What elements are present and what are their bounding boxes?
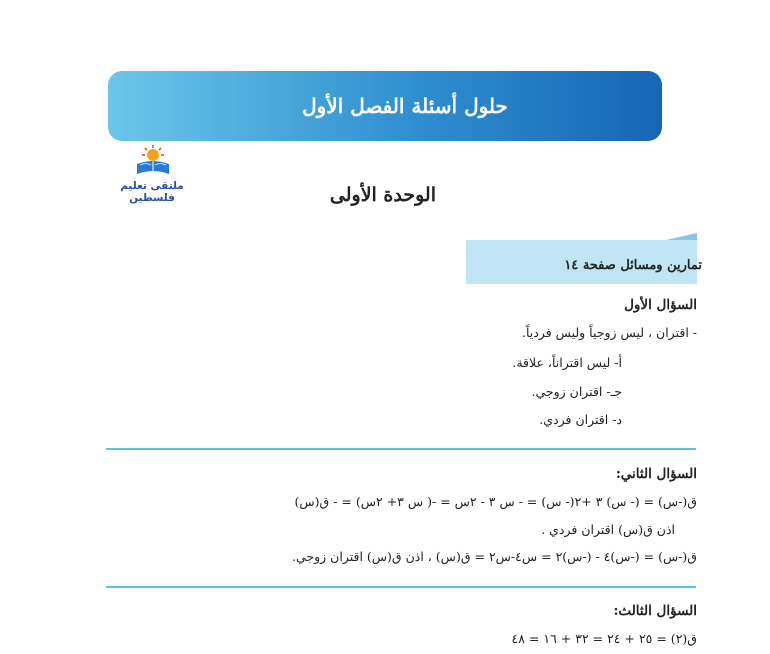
question-3-title: السؤال الثالث: [613,603,697,619]
question-1-title: السؤال الأول [624,297,697,313]
book-sun-icon [134,144,172,178]
section-divider [106,586,696,588]
question-3-line: ق(٢) = ٢٥ + ٢٤ = ٣٢ + ١٦ = ٤٨ [511,631,697,646]
question-2-line: ق(-س) = (- س) ٣ +٢(- س) = - س ٣ - ٢س = -( س ٣+ ٢س) = - ق(س) [294,494,697,509]
chapter-banner [108,71,662,141]
question-1-line: د- اقتران فردي. [539,412,622,427]
section-divider [106,448,696,450]
question-1-line: جـ- اقتران زوجي. [531,384,622,399]
exercise-box-fold [666,233,697,240]
chapter-title: حلول أسئلة الفصل الأول [302,94,508,118]
question-2-line: ق(-س) = (-س)٤ - (-س)٢ = س٤-س٢ = ق(س) ، اذن ق(س) اقتران زوجي. [292,549,697,564]
logo-text: ملتقى تعليم فلسطين [120,180,184,204]
unit-title: الوحدة الأولى [329,184,436,206]
question-1-line: أ- ليس اقتراناً، علاقة. [512,355,622,370]
site-logo [100,142,204,204]
exercise-title: تمارين ومسائل صفحة ١٤ [564,258,702,273]
question-1-line: - اقتران ، ليس زوجياً وليس فردياً. [521,325,697,340]
question-2-line: اذن ق(س) اقتران فردي . [541,522,675,537]
question-2-title: السؤال الثاني: [615,466,697,482]
